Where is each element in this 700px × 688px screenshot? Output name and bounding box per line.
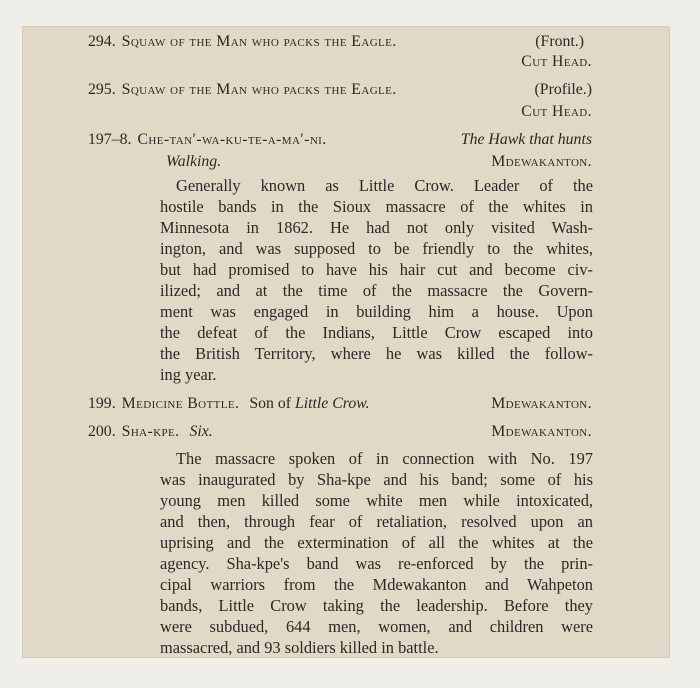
entry-number: 295. [88,81,116,98]
paragraph-line: Generally known as Little Crow. Leader of the [176,176,593,195]
entry-197-line-2 [88,153,592,171]
paragraph-line: massacred, and 93 soldiers killed in battle. [160,638,439,657]
paragraph-line: young men killed some white men while intoxicated, [160,491,593,510]
entry-translation-cont: Walking. [166,153,222,170]
entry-view: (Front.) [535,33,584,50]
entry-desc: Son of [249,395,292,412]
entry-title: Squaw of the Man who packs the Eagle. [121,81,397,98]
entry-tribe: Mdewakanton. [491,423,592,440]
paragraph-line: were subdued, 644 men, women, and children were [160,617,593,636]
entry-tribe: Mdewakanton. [491,395,592,412]
entry-tribe: Mdewakanton. [491,153,592,170]
paragraph-line: ington, and was supposed to be friendly to the whites, [160,239,593,258]
paragraph-line: Minnesota in 1862. He had not only visited Wash- [160,218,593,237]
entry-number: 197–8. [88,131,132,148]
entry-title: Squaw of the Man who packs the Eagle. [121,33,397,50]
entry-199-line [88,395,592,413]
entry-197-paragraph [160,175,593,385]
paragraph-line: cipal warriors from the Mdewakanton and Wahpeton [160,575,593,594]
entry-translation: Six. [189,423,213,440]
entry-name: Medicine Bottle. [121,395,240,412]
paragraph-line: agency. Sha-kpe's band was re-enforced by the prin- [160,554,593,573]
paragraph-line: and then, through fear of retaliation, resolved upon an [160,512,593,531]
entry-tribe: Cut Head. [521,53,592,70]
paragraph-line: but had promised to have his hair cut and become civ- [160,260,593,279]
paragraph-line: The massacre spoken of in connection with No. 197 [176,449,593,468]
entry-number: 199. [88,395,116,412]
paragraph-line: hostile bands in the Sioux massacre of the whites in [160,197,593,216]
paragraph-line: was inaugurated by Sha-kpe and his band; some of his [160,470,593,489]
paragraph-line: the defeat of the Indians, Little Crow escaped into [160,323,593,342]
entry-desc-italic: Little Crow. [294,395,370,412]
entry-200-paragraph [160,448,593,658]
paragraph-line: ment was engaged in building him a house. Upon [160,302,593,321]
entry-name: Che-tan′-wa-ku-te-a-ma′-ni. [137,131,327,148]
entry-view: (Profile.) [534,81,592,98]
entry-295-line-1 [88,81,592,99]
entry-translation: The Hawk that hunts [460,131,592,148]
entry-tribe: Cut Head. [521,103,592,120]
entry-number: 200. [88,423,116,440]
paragraph-line: the British Territory, where he was killed the follow- [160,344,593,363]
entry-200-line [88,423,592,441]
paragraph-line: uprising and the extermination of all the whites at the [160,533,593,552]
entry-number: 294. [88,33,116,50]
paragraph-line: ing year. [160,365,217,384]
paragraph-line: bands, Little Crow taking the leadership. Before they [160,596,593,615]
entry-294-line-1 [88,33,592,51]
paragraph-line: ilized; and at the time of the massacre the Govern- [160,281,593,300]
entry-197-line-1 [88,131,592,149]
entry-name: Sha-kpe. [121,423,180,440]
